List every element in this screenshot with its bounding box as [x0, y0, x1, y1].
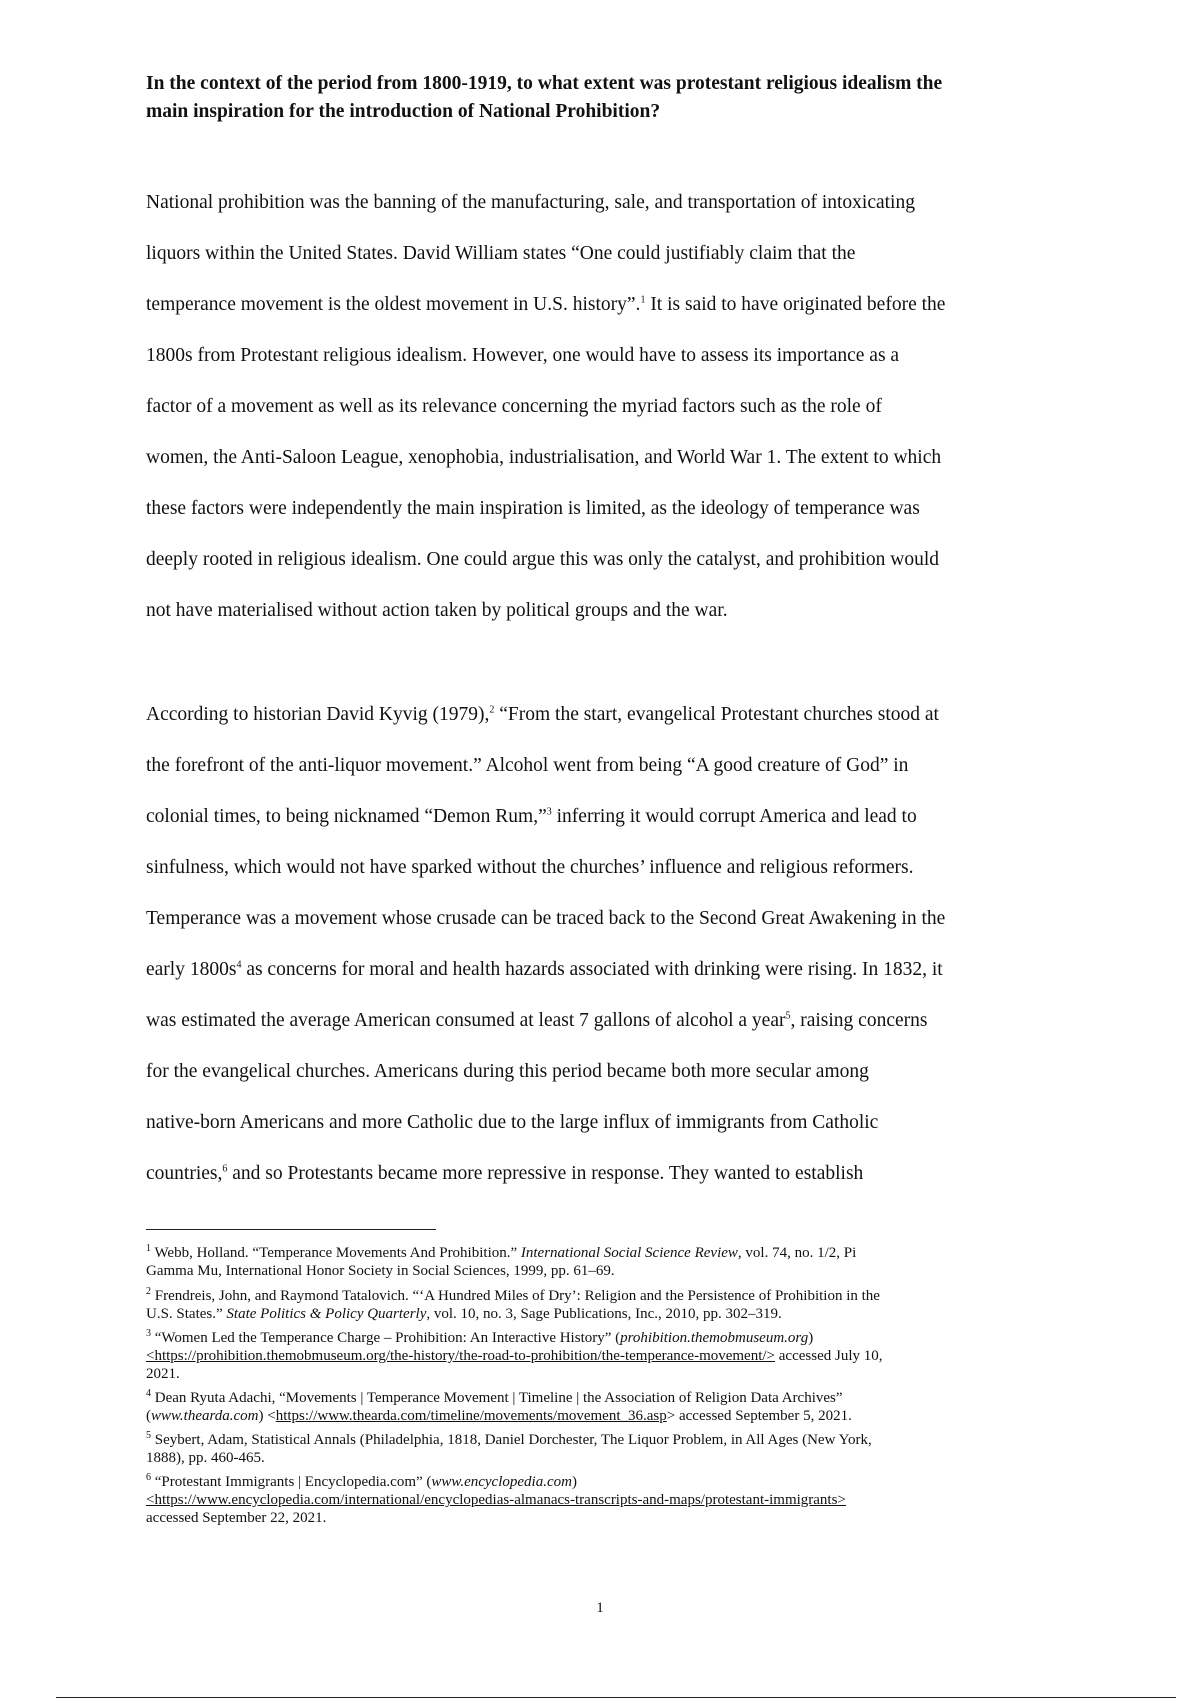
text-line: sinfulness, which would not have sparked without the churches’ influence and religious reformers. [146, 857, 914, 878]
text-line: liquors within the United States. David William states “One could justifiably claim that the [146, 243, 856, 264]
footnote-1: $^1$ Webb, Holland. “Temperance Movements And Prohibition.” International Social Science Review, vol. 74, no. 1/2, Pi [146, 1243, 857, 1261]
footnote-6-cont: accessed September 22, 2021. [146, 1510, 327, 1526]
text-line: 1800s from Protestant religious idealism. However, one would have to assess its importance as a [146, 345, 900, 366]
footnote-4: $^4$ Dean Ryuta Adachi, “Movements | Temperance Movement | Timeline | the Association of Religion Data Archives” [146, 1388, 843, 1406]
page-bottom-edge [56, 1697, 1176, 1698]
footnote-ref[interactable]: 4 [236, 959, 242, 971]
footnote-ref[interactable]: 2 [489, 704, 495, 716]
footnote-4-cont: (www.thearda.com) <https://www.thearda.com/timeline/movements/movement_36.asp> accessed September 5, 2021. [146, 1408, 852, 1424]
text-line: the forefront of the anti-liquor movement.” Alcohol went from being “A good creature of God” in [146, 755, 909, 776]
footnote-link[interactable]: https://www.thearda.com/timeline/movements/movement_36.asp [275, 1408, 667, 1424]
footnote-2: $^2$ Frendreis, John, and Raymond Tatalovich. “‘A Hundred Miles of Dry’: Religion and the Persistence of Prohibition in the [146, 1286, 880, 1304]
text-line: native-born Americans and more Catholic due to the large influx of immigrants from Catholic [146, 1112, 879, 1133]
footnote-3-cont: 2021. [146, 1366, 180, 1382]
footnote-5-cont: 1888), pp. 460-465. [146, 1450, 265, 1466]
footnote-link[interactable]: <https://www.encyclopedia.com/international/encyclopedias-almanacs-transcripts-and-maps/protestant-immigrants> [146, 1492, 846, 1508]
essay-title [146, 70, 1066, 126]
text-line: early $1800s^4$ as concerns for moral and health hazards associated with drinking were rising. In 1832, it [146, 959, 943, 980]
footnote-6: $^6$ “Protestant Immigrants | Encyclopedia.com” (www.encyclopedia.com) [146, 1472, 577, 1490]
footnote-6-cont [146, 1491, 1076, 1509]
text-line: not have materialised without action taken by political groups and the war. [146, 600, 728, 621]
footnote-ref[interactable]: 3 [546, 806, 552, 818]
text-line: women, the Anti-Saloon League, xenophobia, industrialisation, and World War 1. The extent to which [146, 447, 942, 468]
title-line: main inspiration for the introduction of National Prohibition? [146, 101, 661, 122]
footnote-1-cont: Gamma Mu, International Honor Society in Social Sciences, 1999, pp. 61–69. [146, 1263, 615, 1279]
footnote-ref[interactable]: 6 [222, 1163, 228, 1175]
text-line: colonial times, to being nicknamed “Demon Rum,”$^3$ inferring it would corrupt America and lead to [146, 806, 917, 827]
title-line: In the context of the period from 1800-1919, to what extent was protestant religious idealism the [146, 73, 943, 94]
text-line: Temperance was a movement whose crusade can be traced back to the Second Great Awakening in the [146, 908, 946, 929]
text-line: countries,$^6$ and so Protestants became more repressive in response. They wanted to establish [146, 1163, 864, 1184]
footnote-2-cont: U.S. States.” State Politics & Policy Quarterly, vol. 10, no. 3, Sage Publications, Inc., 2010, pp. 302–319. [146, 1306, 782, 1322]
text-line: temperance movement is the oldest movement in U.S. history”.$^1$ It is said to have originated before the [146, 294, 946, 315]
footnote-ref[interactable]: 1 [640, 294, 646, 306]
text-line: factor of a movement as well as its relevance concerning the myriad factors such as the role of [146, 396, 882, 417]
footnote-5: $^5$ Seybert, Adam, Statistical Annals (Philadelphia, 1818, Daniel Dorchester, The Liquor Problem, in All Ages (New York, [146, 1430, 872, 1448]
text-line: was estimated the average American consumed at least 7 gallons of alcohol a year$^5$, raising concerns [146, 1010, 928, 1031]
footnote-3: $^3$ “Women Led the Temperance Charge – Prohibition: An Interactive History” (prohibition.themobmuseum.org) [146, 1328, 814, 1346]
text-line: National prohibition was the banning of the manufacturing, sale, and transportation of intoxicating [146, 192, 915, 213]
footnote-3-cont: <https://prohibition.themobmuseum.org/the-history/the-road-to-prohibition/the-temperance-movement/> accessed July 10, [146, 1348, 883, 1364]
text-line: deeply rooted in religious idealism. One could argue this was only the catalyst, and prohibition would [146, 549, 940, 570]
page-number: 1 [596, 1600, 604, 1616]
footnote-link[interactable]: <https://prohibition.themobmuseum.org/the-history/the-road-to-prohibition/the-temperance-movement/> [146, 1348, 776, 1364]
footnote-separator [146, 1229, 436, 1230]
text-line: for the evangelical churches. Americans during this period became both more secular among [146, 1061, 869, 1082]
text-line: According to historian David Kyvig (1979),$^2$ “From the start, evangelical Protestant churches stood at [146, 704, 939, 725]
text-line: these factors were independently the main inspiration is limited, as the ideology of temperance was [146, 498, 920, 519]
footnote-ref[interactable]: 5 [785, 1010, 791, 1022]
